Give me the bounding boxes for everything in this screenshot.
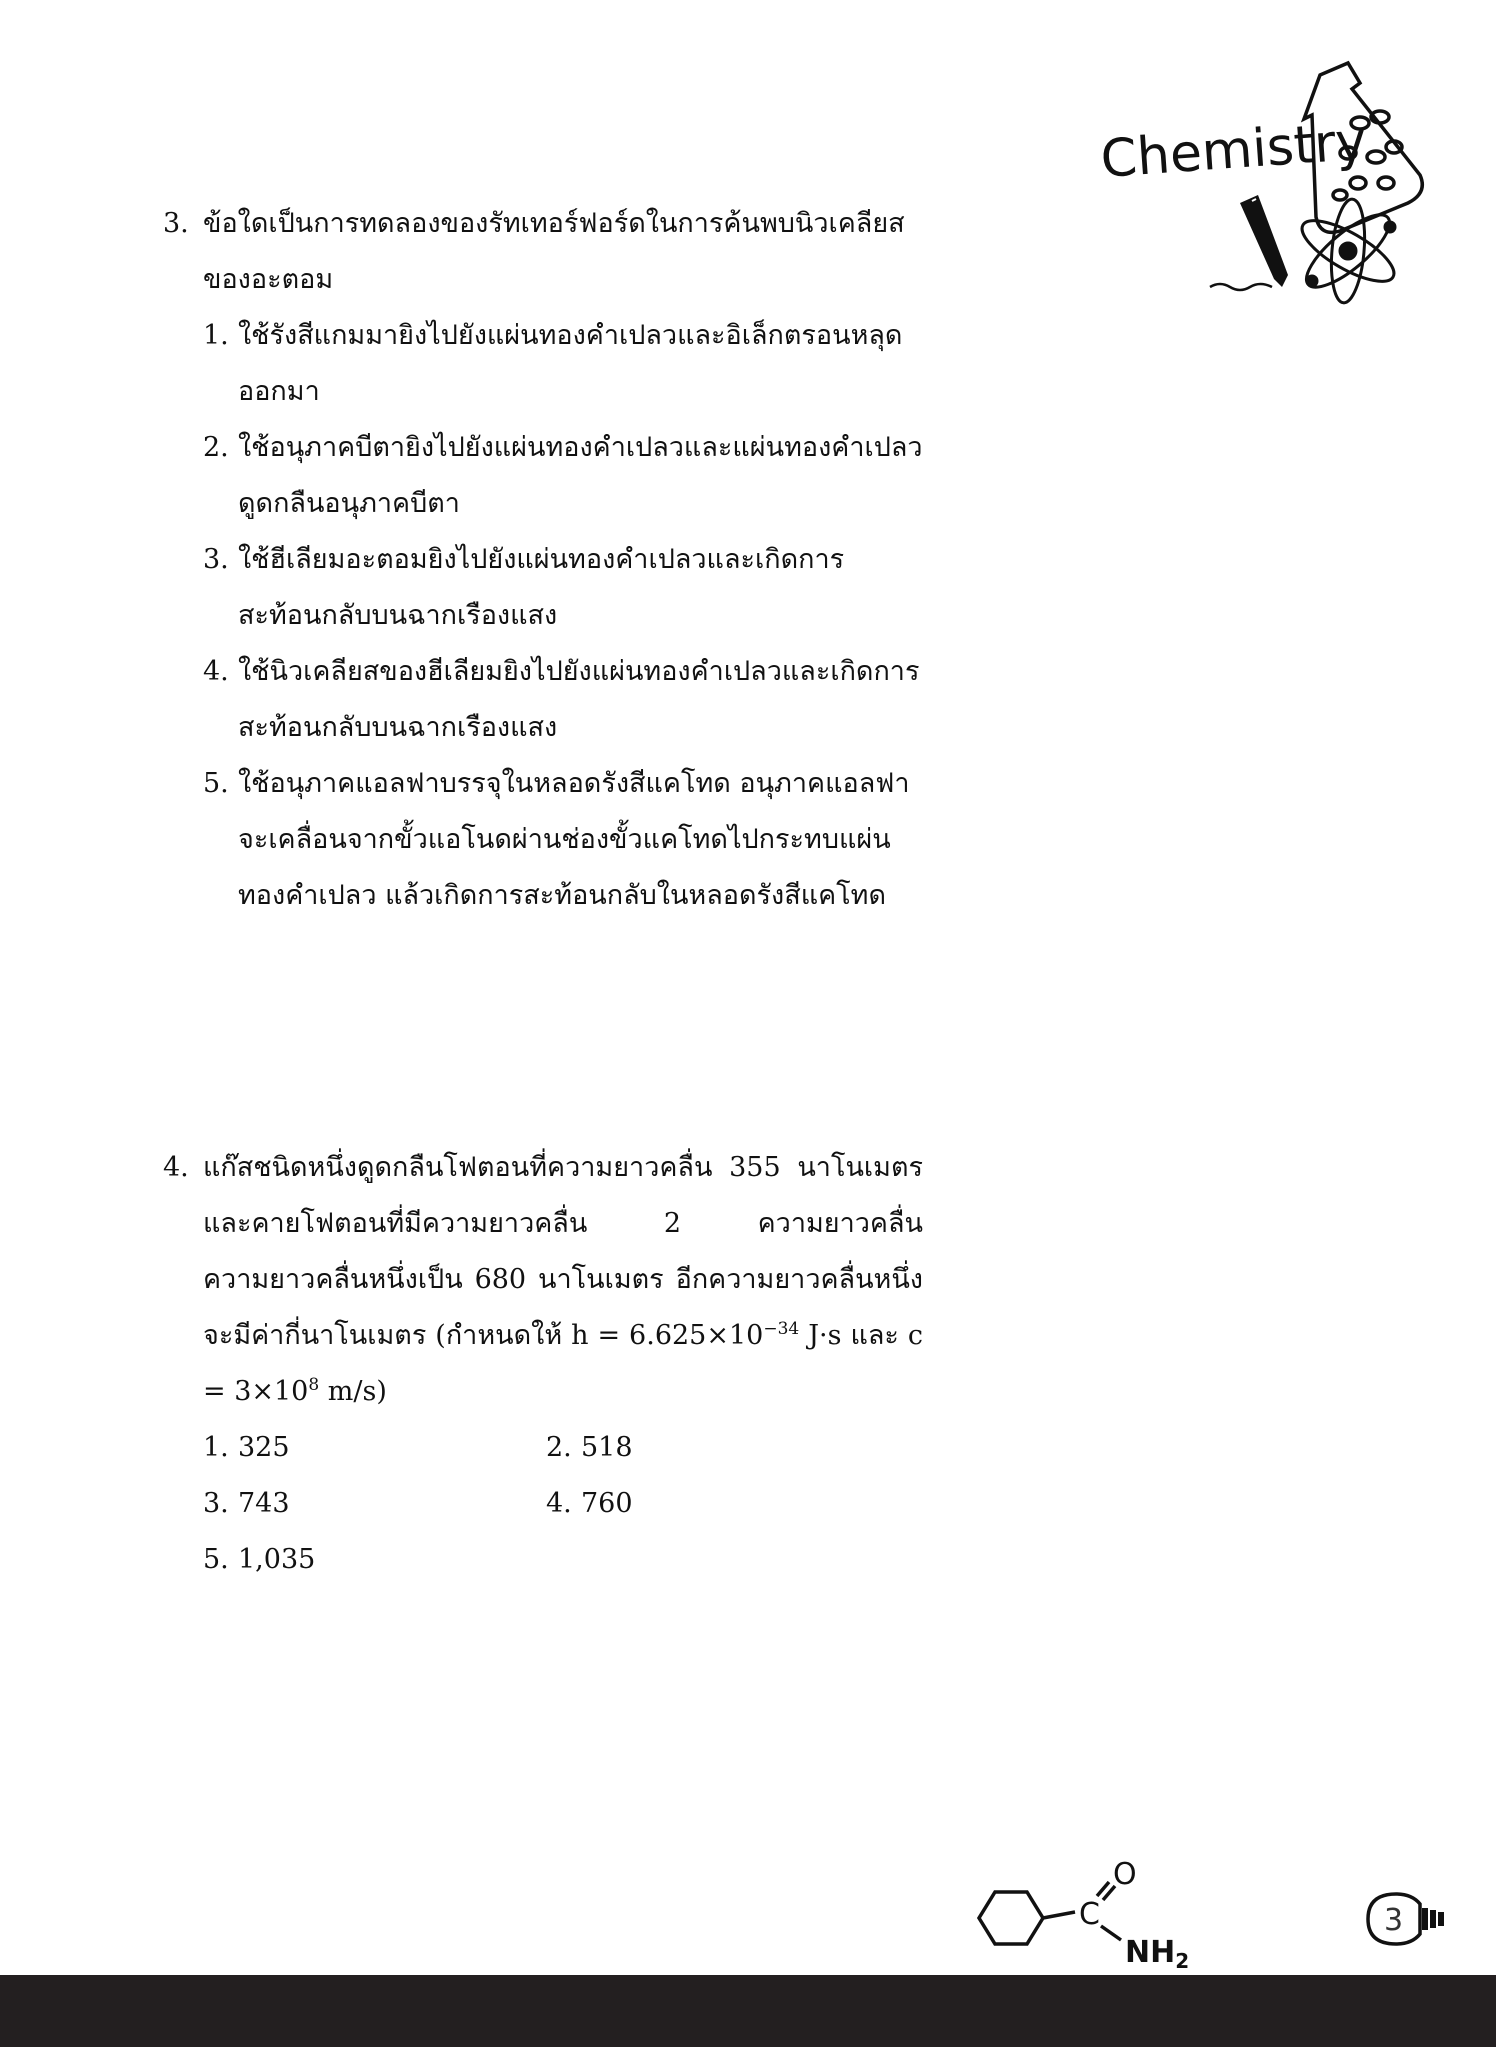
option-number: 3. <box>203 544 229 575</box>
option-4 <box>203 644 923 756</box>
stem-text: แก๊สชนิดหนึ่งดูดกลืนโฟตอนที่ความยาวคลื่น 355 นาโนเมตร และคายโฟตอนที่มีความยาวคลื่น 2 ความยาวคลื่น ความยาวคลื่นหนึ่งเป็น 680 นาโนเมตร อีกความยาวคลื่นหนึ่งจะมีค่ากี่นาโนเมตร (กำหนดให้ h = 6.625×10 <box>203 1152 923 1351</box>
oxygen-label: O <box>1113 1860 1137 1892</box>
c-exponent: 8 <box>308 1375 320 1395</box>
option-5 <box>203 1532 546 1588</box>
option-2 <box>203 420 923 532</box>
option-text: 518 <box>581 1432 633 1463</box>
option-3 <box>203 532 923 644</box>
option-number: 4. <box>546 1488 572 1519</box>
option-text: ใช้นิวเคลียสของฮีเลียมยิงไปยังแผ่นทองคำเปลวและเกิดการสะท้อนกลับบนฉากเรืองแสง <box>238 656 920 743</box>
option-number: 5. <box>203 1544 229 1575</box>
option-text: 325 <box>238 1432 290 1463</box>
page-number-badge <box>1360 1888 1460 1950</box>
option-text: ใช้อนุภาคแอลฟาบรรจุในหลอดรังสีแคโทด อนุภาคแอลฟาจะเคลื่อนจากขั้วแอโนดผ่านช่องขั้วแคโทดไปกระทบแผ่นทองคำเปลว แล้วเกิดการสะท้อนกลับในหลอดรังสีแคโทด <box>238 768 910 911</box>
options-grid <box>203 1420 923 1588</box>
page-number: 3 <box>1384 1903 1404 1938</box>
option-text: 1,035 <box>238 1544 316 1575</box>
option-text: 760 <box>581 1488 633 1519</box>
option-text: ใช้ฮีเลียมอะตอมยิงไปยังแผ่นทองคำเปลวและเกิดการสะท้อนกลับบนฉากเรืองแสง <box>238 544 845 631</box>
option-2 <box>546 1420 889 1476</box>
option-number: 2. <box>546 1432 572 1463</box>
option-1 <box>203 308 923 420</box>
question-4 <box>163 1140 923 1588</box>
benzamide-molecule-illustration <box>975 1860 1205 1970</box>
options-list <box>203 308 923 924</box>
option-number: 3. <box>203 1488 229 1519</box>
question-number: 3. <box>163 208 189 239</box>
footer-bar <box>0 1975 1496 2047</box>
question-number: 4. <box>163 1152 189 1183</box>
option-text: 743 <box>238 1488 290 1519</box>
option-number: 1. <box>203 1432 229 1463</box>
stem-text-end: m/s) <box>319 1376 387 1407</box>
chemistry-title: Chemistry <box>1098 111 1369 190</box>
option-3 <box>203 1476 546 1532</box>
option-number: 4. <box>203 656 229 687</box>
amine-label: $NH_2$ <box>1125 1935 1190 1970</box>
question-stem <box>203 1140 923 1420</box>
chemistry-header-illustration <box>1090 55 1470 315</box>
benzene-ring-icon <box>979 1892 1043 1944</box>
option-number: 2. <box>203 432 229 463</box>
option-4 <box>546 1476 889 1532</box>
question-stem: ข้อใดเป็นการทดลองของรัทเทอร์ฟอร์ดในการค้นพบนิวเคลียสของอะตอม <box>203 208 905 295</box>
option-number: 5. <box>203 768 229 799</box>
h-exponent: −34 <box>763 1319 800 1339</box>
pencil-icon <box>1210 195 1288 290</box>
stem-text-continued: J·s และ c = 3×10 <box>203 1320 923 1407</box>
option-5 <box>203 756 923 924</box>
carbon-label: C <box>1079 1897 1100 1932</box>
option-text: ใช้รังสีแกมมายิงไปยังแผ่นทองคำเปลวและอิเล็กตรอนหลุดออกมา <box>238 320 903 407</box>
option-1 <box>203 1420 546 1476</box>
question-3 <box>163 196 923 924</box>
option-text: ใช้อนุภาคบีตายิงไปยังแผ่นทองคำเปลวและแผ่นทองคำเปลวดูดกลืนอนุภาคบีตา <box>238 432 923 519</box>
option-number: 1. <box>203 320 229 351</box>
